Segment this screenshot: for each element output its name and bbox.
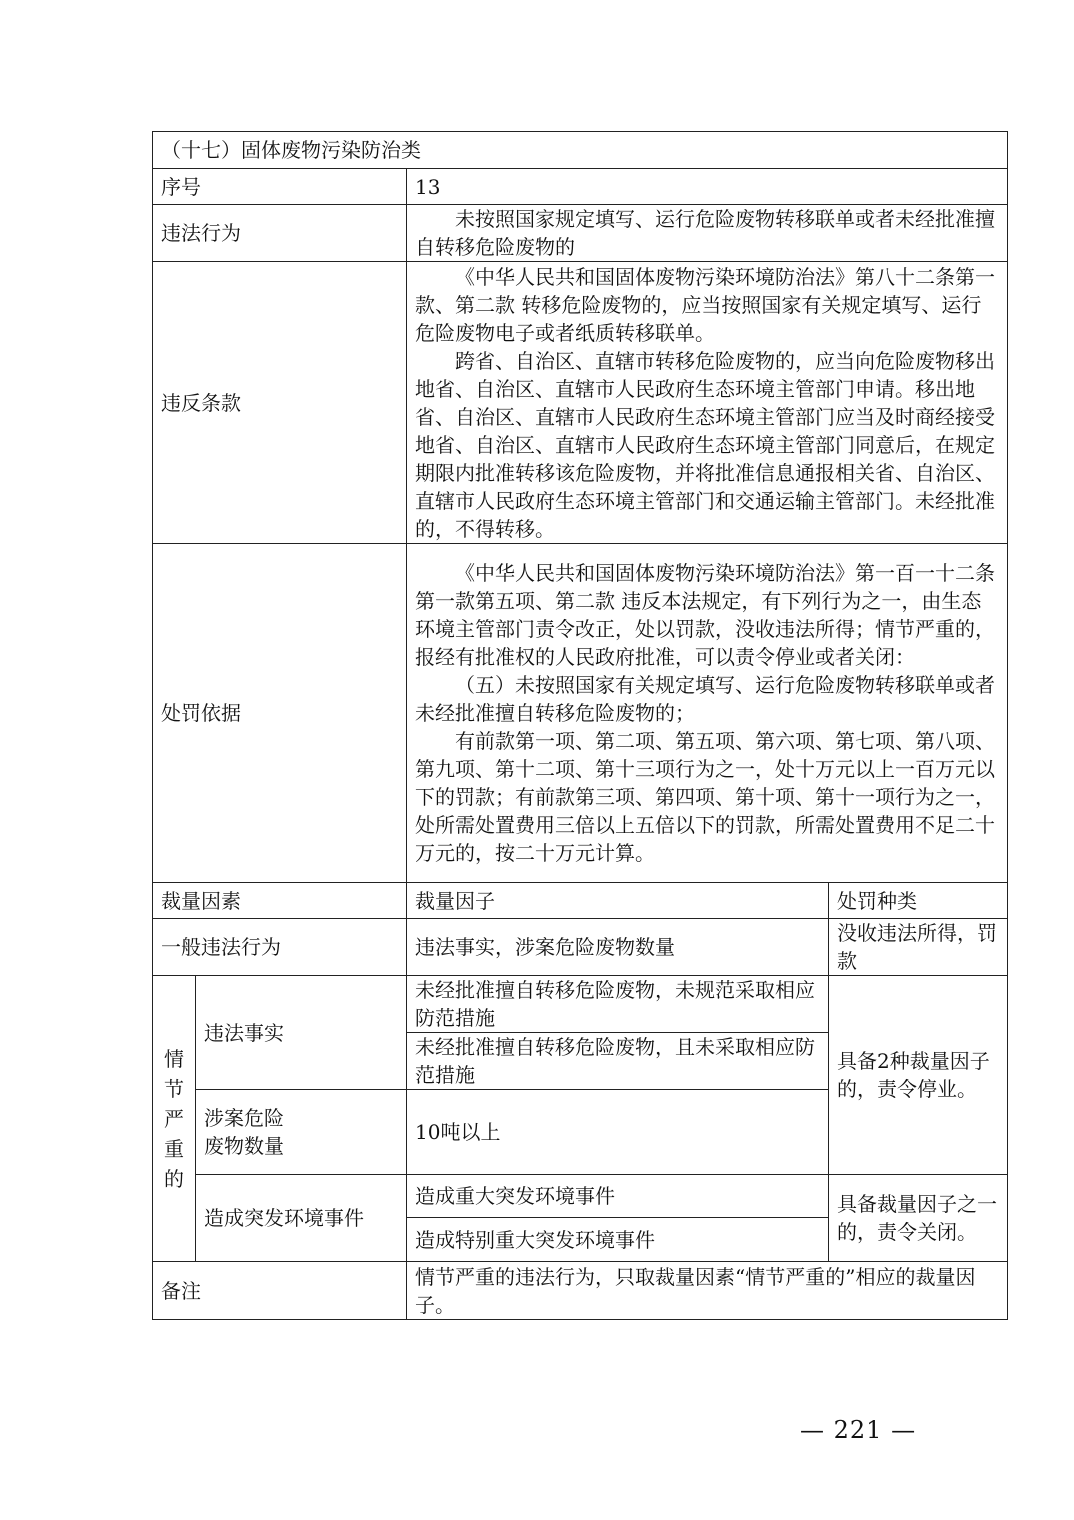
serious-penalty-close: 具备裁量因子之一的，责令关闭。: [829, 1175, 1008, 1262]
serial-value: 13: [407, 169, 1008, 205]
serial-row: [153, 169, 1008, 205]
violation-text: 未按照国家规定填写、运行危险废物转移联单或者未经批准擅自转移危险废物的: [415, 207, 995, 259]
quantity-element: 10吨以上: [407, 1090, 829, 1175]
header-element: 裁量因子: [407, 883, 829, 919]
penalty-basis-row: [153, 544, 1008, 883]
penalty-basis-paragraph: 有前款第一项、第二项、第五项、第六项、第七项、第八项、第九项、第十二项、第十三项行为之一，处十万元以上一百万元以下的罚款；有前款第三项、第四项、第十项、第十一项行为之一，处所需处置费用三倍以上五倍以下的罚款，所需处置费用不足二十万元的，按二十万元计算。: [415, 729, 995, 865]
serious-label-char: 情: [164, 1046, 184, 1071]
quantity-factor-line: 废物数量: [204, 1134, 284, 1158]
serious-label: [153, 976, 196, 1262]
events-element-1: 造成重大突发环境事件: [407, 1175, 829, 1218]
provision-paragraph: 跨省、自治区、直辖市转移危险废物的，应当向危险废物移出地省、自治区、直辖市人民政府生态环境主管部门申请。移出地省、自治区、直辖市人民政府生态环境主管部门应当及时商经接受地省、自治区、直辖市人民政府生态环境主管部门同意后，在规定期限内批准转移该危险废物，并将批准信息通报相关省、自治区、直辖市人民政府生态环境主管部门和交通运输主管部门。未经批准的，不得转移。: [415, 348, 995, 541]
serial-label: 序号: [153, 169, 407, 205]
facts-factor: 违法事实: [196, 976, 407, 1090]
violation-row: [153, 205, 1008, 262]
provision-row: [153, 262, 1008, 544]
remarks-label: 备注: [153, 1262, 407, 1320]
events-factor: 造成突发环境事件: [196, 1175, 407, 1262]
header-factor: 裁量因素: [153, 883, 407, 919]
penalty-basis-paragraph: （五）未按照国家有关规定填写、运行危险废物转移联单或者未经批准擅自转移危险废物的；: [415, 673, 995, 725]
provision-label: 违反条款: [153, 262, 407, 544]
serious-label-char: 的: [164, 1166, 184, 1191]
serious-label-char: 节: [164, 1076, 184, 1101]
penalty-basis-label: 处罚依据: [153, 544, 407, 883]
remarks-row: [153, 1262, 1008, 1320]
events-element-2: 造成特别重大突发环境事件: [407, 1218, 829, 1262]
page-number: — 221 —: [800, 1416, 917, 1444]
remarks-text: 情节严重的违法行为，只取裁量因素“情节严重的”相应的裁量因子。: [407, 1262, 1008, 1320]
section-row: [153, 132, 1008, 169]
provision-paragraph: 《中华人民共和国固体废物污染环境防治法》第八十二条第一款、第二款 转移危险废物的，应当按照国家有关规定填写、运行危险废物电子或者纸质转移联单。: [415, 264, 995, 345]
general-factor: 一般违法行为: [153, 919, 407, 976]
serious-label-char: 严: [164, 1106, 184, 1131]
quantity-factor-line: 涉案危险: [204, 1106, 284, 1130]
regulation-table: [152, 131, 1008, 1320]
serious-penalty-stop: 具备2种裁量因子的，责令停业。: [829, 976, 1008, 1175]
violation-label: 违法行为: [153, 205, 407, 262]
penalty-basis-paragraph: 《中华人民共和国固体废物污染环境防治法》第一百一十二条第一款第五项、第二款 违反本法规定，有下列行为之一，由生态环境主管部门责令改正，处以罚款，没收违法所得；情节严重的，报经有批准权的人民政府批准，可以责令停业或者关闭：: [415, 561, 995, 669]
header-penalty-type: 处罚种类: [829, 883, 1008, 919]
general-element: 违法事实，涉案危险废物数量: [407, 919, 829, 976]
section-title: （十七）固体废物污染防治类: [153, 132, 1008, 169]
events-row-1: [153, 1175, 1008, 1218]
quantity-factor: [196, 1090, 407, 1175]
discretion-header-row: [153, 883, 1008, 919]
general-row: [153, 919, 1008, 976]
serious-facts-row-1: [153, 976, 1008, 1033]
facts-element-2: 未经批准擅自转移危险废物，且未采取相应防范措施: [407, 1033, 829, 1090]
serious-label-char: 重: [164, 1136, 184, 1161]
general-penalty-type: 没收违法所得，罚款: [829, 919, 1008, 976]
facts-element-1: 未经批准擅自转移危险废物，未规范采取相应防范措施: [407, 976, 829, 1033]
